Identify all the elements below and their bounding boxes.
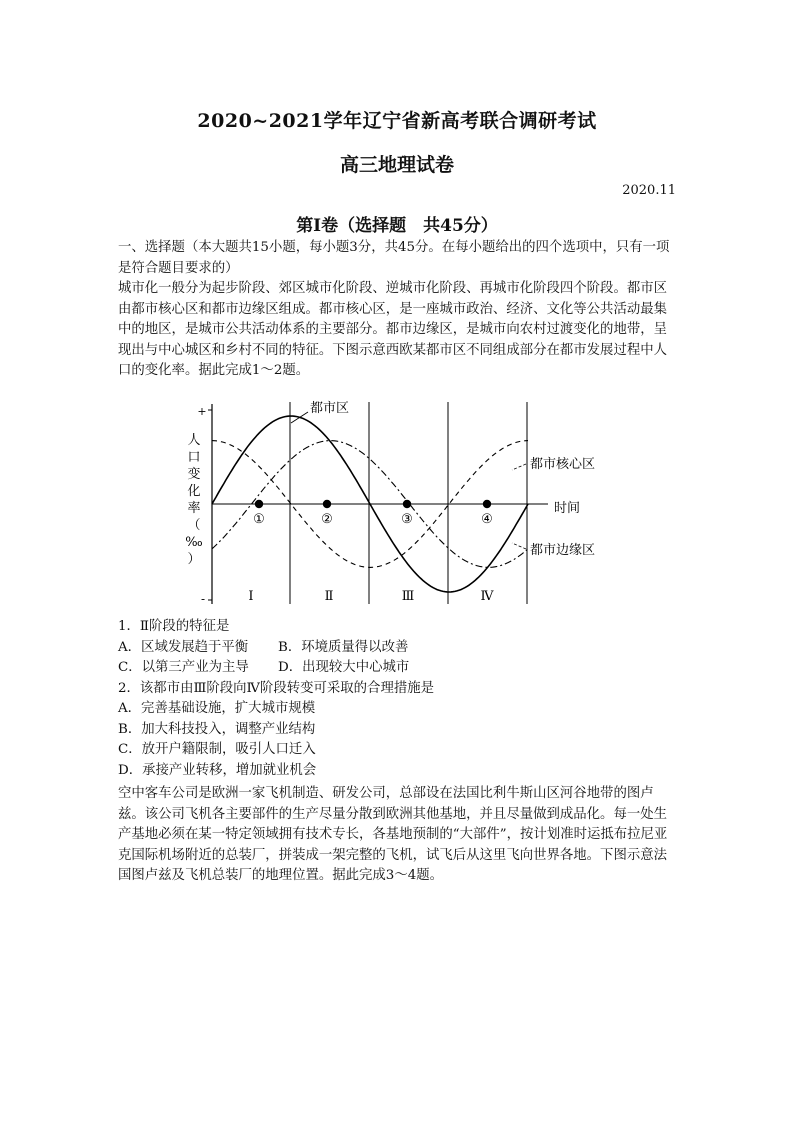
instruction-text: 一、选择题（本大题共15小题，每小题3分，共45分。在每小题给出的四个选项中，只有一项是符合题目要求的） — [118, 240, 670, 276]
y-axis-label-char: 率 — [187, 501, 201, 516]
marker-dot — [403, 500, 411, 508]
y-axis-label-char: 人 — [187, 433, 201, 448]
q1-option-c[interactable]: C．以第三产业为主导 — [118, 660, 249, 675]
y-axis-label-char: 化 — [187, 484, 201, 499]
q2-option-a[interactable]: A．完善基础设施，扩大城市规模 — [118, 701, 316, 716]
q1-option-a[interactable]: A．区域发展趋于平衡 — [118, 639, 249, 655]
q2-option-d[interactable]: D．承接产业转移，增加就业机会 — [118, 762, 317, 778]
q2-option-b[interactable]: B．加大科技投入，调整产业结构 — [118, 721, 316, 737]
chart-svg — [160, 398, 640, 612]
q2-stem: 2．该都市由Ⅲ阶段向Ⅳ阶段转变可采取的合理措施是 — [118, 680, 435, 696]
population-chart — [160, 398, 640, 612]
marker-label: ③ — [401, 512, 413, 527]
marker-dot — [483, 500, 491, 508]
marker-label: ② — [321, 512, 333, 527]
series-label: 都市边缘区 — [530, 543, 596, 558]
marker-dot — [323, 500, 331, 508]
y-minus-label: - — [200, 592, 206, 606]
y-axis-label-char: 口 — [187, 450, 201, 465]
series-label: 都市区 — [310, 401, 350, 416]
questions-block — [118, 617, 678, 781]
q1-options-row2 — [118, 658, 678, 679]
q1-stem: 1．Ⅱ阶段的特征是 — [118, 619, 230, 634]
passage2-text: 空中客车公司是欧洲一家飞机制造、研发公司，总部设在法国比利牛斯山区河谷地带的图卢兹。该公司飞机各主要部件的生产尽量分散到欧洲其他基地，并且尽量做到成品化。每一处生产基地必须在某一特定领域拥有技术专长，各基地预制的“大部件”，按计划准时运抵布拉尼亚克国际机场附近的总装厂，拼装成一架完整的飞机，试飞后从这里飞向世界各地。下图示意法国图卢兹及飞机总装厂的地理位置。据此完成3～4题。 — [118, 786, 668, 883]
y-axis-label — [185, 433, 202, 567]
stage-label: Ⅰ — [248, 589, 254, 604]
q1-options-row1 — [118, 638, 678, 659]
series-label-leader — [512, 464, 526, 470]
q1-option-d[interactable]: D．出现较大中心城市 — [278, 660, 410, 675]
series-label: 都市核心区 — [530, 457, 596, 472]
exam-subtitle: 高三地理试卷 — [339, 154, 454, 176]
marker-dot — [255, 500, 263, 508]
series-label-leader — [512, 543, 526, 549]
intro-block — [118, 238, 678, 382]
x-axis-label: 时间 — [554, 501, 581, 516]
y-axis-label-char: ‰ — [185, 535, 203, 550]
series-labels — [291, 400, 595, 558]
stage-label: Ⅲ — [401, 589, 415, 604]
series-label-leader — [291, 412, 308, 423]
section-heading: 第Ⅰ卷（选择题 共45分） — [296, 216, 498, 236]
exam-date: 2020.11 — [622, 183, 676, 198]
passage2-block — [118, 784, 678, 887]
q1-option-b[interactable]: B．环境质量得以改善 — [278, 639, 409, 655]
stage-label: Ⅱ — [324, 589, 334, 604]
marker-label: ④ — [481, 512, 493, 527]
marker-label: ① — [253, 512, 265, 527]
y-axis-label-char: ） — [187, 552, 201, 567]
y-axis-label-char: 变 — [187, 467, 201, 482]
stage-label: Ⅳ — [480, 589, 494, 604]
y-axis-label-char: （ — [187, 518, 201, 533]
y-plus-label: + — [197, 405, 207, 418]
passage-text: 城市化一般分为起步阶段、郊区城市化阶段、逆城市化阶段、再城市化阶段四个阶段。都市区由都市核心区和都市边缘区组成。都市核心区，是一座城市政治、经济、文化等公共活动最集中的地区，是城市公共活动体系的主要部分。都市边缘区，是城市向农村过渡变化的地带，呈现出与中心城区和乡村不同的特征。下图示意西欧某都市区不同组成部分在都市发展过程中人口的变化率。据此完成1～2题。 — [118, 281, 668, 378]
q2-option-c[interactable]: C．放开户籍限制，吸引人口迁入 — [118, 742, 316, 757]
exam-title: 2020~2021学年辽宁省新高考联合调研考试 — [197, 110, 597, 132]
